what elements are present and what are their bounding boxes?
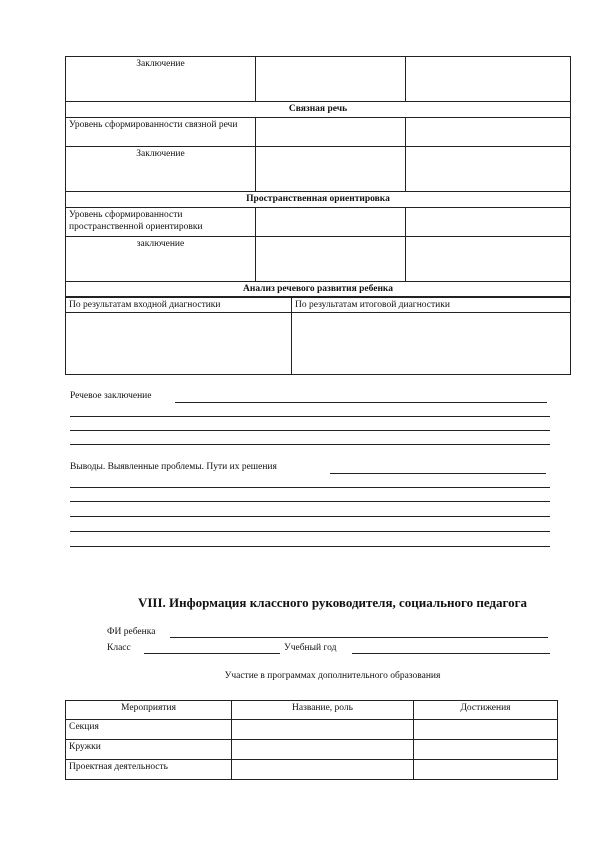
analysis-table <box>65 297 571 375</box>
input-diagnostics-header: По результатам входной диагностики <box>66 298 292 313</box>
level-orientation-label: Уровень сформированности пространственной ориентировки <box>66 208 256 237</box>
class-field[interactable] <box>144 653 280 654</box>
cell-input[interactable] <box>256 57 406 102</box>
conclusions-line[interactable] <box>330 473 546 474</box>
cell-input[interactable] <box>406 237 571 282</box>
class-label: Класс <box>107 643 131 653</box>
col-header-events: Мероприятия <box>66 701 232 720</box>
fill-line[interactable] <box>70 531 550 532</box>
cell-input[interactable] <box>414 740 558 760</box>
final-diagnostics-header: По результатам итоговой диагностики <box>292 298 571 313</box>
conclusion-label-3: заключение <box>66 237 256 282</box>
level-speech-label: Уровень сформированности связной речи <box>66 118 256 147</box>
diagnostics-table <box>65 56 571 297</box>
conclusions-label: Выводы. Выявленные проблемы. Пути их решения <box>70 462 277 472</box>
section-header-orientation: Пространственная ориентировка <box>66 192 571 208</box>
section8-title: VIII. Информация классного руководителя, социального педагога <box>137 595 528 610</box>
row-label-clubs: Кружки <box>66 740 232 760</box>
child-name-label: ФИ ребенка <box>107 627 156 637</box>
cell-input[interactable] <box>414 760 558 780</box>
input-diagnostics-cell[interactable] <box>66 313 292 375</box>
fill-line[interactable] <box>70 546 550 547</box>
conclusion-label-1: Заключение <box>66 57 256 102</box>
conclusion-label-2: Заключение <box>66 147 256 192</box>
cell-input[interactable] <box>256 237 406 282</box>
section-header-speech: Связная речь <box>66 102 571 118</box>
cell-input[interactable] <box>406 118 571 147</box>
fill-line[interactable] <box>70 516 550 517</box>
cell-input[interactable] <box>406 57 571 102</box>
cell-input[interactable] <box>414 720 558 740</box>
cell-input[interactable] <box>406 147 571 192</box>
child-name-field[interactable] <box>170 637 548 638</box>
col-header-name-role: Название, роль <box>232 701 414 720</box>
fill-line[interactable] <box>70 430 550 431</box>
cell-input[interactable] <box>232 720 414 740</box>
fill-line[interactable] <box>70 444 550 445</box>
fill-line[interactable] <box>70 501 550 502</box>
speech-conclusion-label: Речевое заключение <box>70 391 152 401</box>
col-header-achievements: Достижения <box>414 701 558 720</box>
fill-line[interactable] <box>70 416 550 417</box>
cell-input[interactable] <box>406 208 571 237</box>
row-label-project: Проектная деятельность <box>66 760 232 780</box>
cell-input[interactable] <box>232 760 414 780</box>
cell-input[interactable] <box>256 208 406 237</box>
cell-input[interactable] <box>232 740 414 760</box>
year-field[interactable] <box>352 653 550 654</box>
cell-input[interactable] <box>256 147 406 192</box>
row-label-section: Секция <box>66 720 232 740</box>
cell-input[interactable] <box>256 118 406 147</box>
year-label: Учебный год <box>284 643 337 653</box>
participation-title: Участие в программах дополнительного образования <box>224 671 441 681</box>
speech-conclusion-line[interactable] <box>175 402 547 403</box>
section-header-analysis: Анализ речевого развития ребенка <box>66 282 571 297</box>
fill-line[interactable] <box>70 487 550 488</box>
participation-table <box>65 700 558 780</box>
final-diagnostics-cell[interactable] <box>292 313 571 375</box>
